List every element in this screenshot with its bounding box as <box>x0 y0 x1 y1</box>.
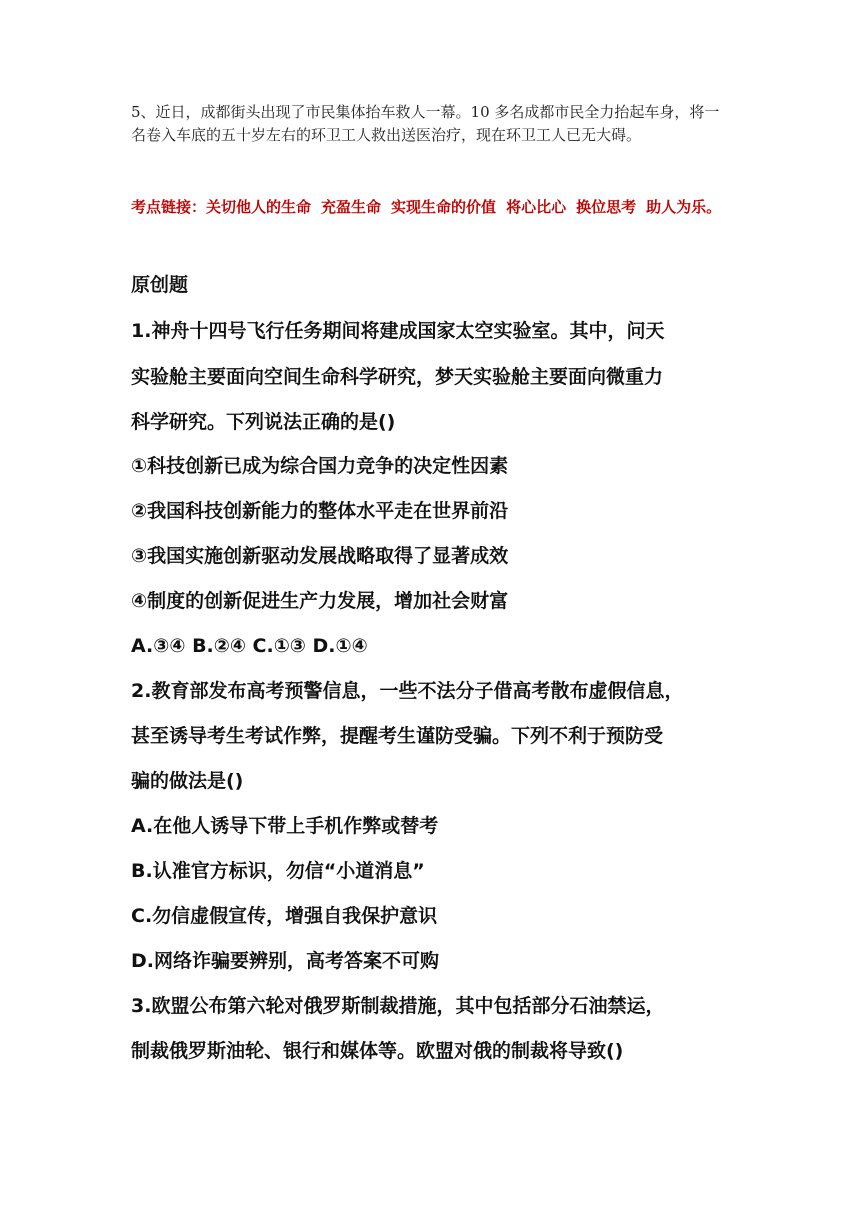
question-3-stem-line: 3.欧盟公布第六轮对俄罗斯制裁措施，其中包括部分石油禁运， <box>131 995 665 1017</box>
exam-links <box>131 196 731 219</box>
intro-paragraph <box>131 101 731 147</box>
section-title: 原创题 <box>131 274 189 296</box>
exam-link-item: 关切他人的生命 <box>206 198 312 216</box>
question-2-option: C.勿信虚假宣传，增强自我保护意识 <box>131 905 438 927</box>
question-1-stem-line: 科学研究。下列说法正确的是() <box>131 411 396 433</box>
exam-link-item: 换位思考 <box>576 198 637 216</box>
question-2-option: D.网络诈骗要辨别，高考答案不可购 <box>131 950 439 972</box>
question-1-option: ②我国科技创新能力的整体水平走在世界前沿 <box>131 500 509 522</box>
question-1-stem-line: 实验舱主要面向空间生命科学研究，梦天实验舱主要面向微重力 <box>131 366 664 388</box>
question-2-option: A.在他人诱导下带上手机作弊或替考 <box>131 815 439 837</box>
question-2-stem-line: 2.教育部发布高考预警信息，一些不法分子借高考散布虚假信息， <box>131 680 684 702</box>
question-1-choices: A.③④ B.②④ C.①③ D.①④ <box>131 635 368 657</box>
intro-text: 5、近日，成都街头出现了市民集体抬车救人一幕。10 多名成都市民全力抬起车身，将一名卷入车底的五十岁左右的环卫工人救出送医治疗，现在环卫工人已无大碍。 <box>131 103 720 144</box>
question-1-option: ①科技创新已成为综合国力竞争的决定性因素 <box>131 455 509 477</box>
exam-links-label: 考点链接： <box>131 198 207 216</box>
question-1-stem-line: 1.神舟十四号飞行任务期间将建成国家太空实验室。其中，问天 <box>131 320 665 342</box>
question-2-stem-line: 骗的做法是() <box>131 770 244 792</box>
exam-link-item: 助人为乐。 <box>646 198 722 216</box>
question-2-stem-line: 甚至诱导考生考试作弊，提醒考生谨防受骗。下列不利于预防受 <box>131 725 664 747</box>
question-1-option: ④制度的创新促进生产力发展，增加社会财富 <box>131 590 509 612</box>
question-2-option: B.认准官方标识，勿信“小道消息” <box>131 860 425 882</box>
question-3-stem-line: 制裁俄罗斯油轮、银行和媒体等。欧盟对俄的制裁将导致() <box>131 1040 624 1062</box>
exam-link-item: 实现生命的价值 <box>391 198 497 216</box>
exam-link-item: 充盈生命 <box>321 198 382 216</box>
question-1-option: ③我国实施创新驱动发展战略取得了显著成效 <box>131 545 509 567</box>
exam-link-item: 将心比心 <box>506 198 567 216</box>
